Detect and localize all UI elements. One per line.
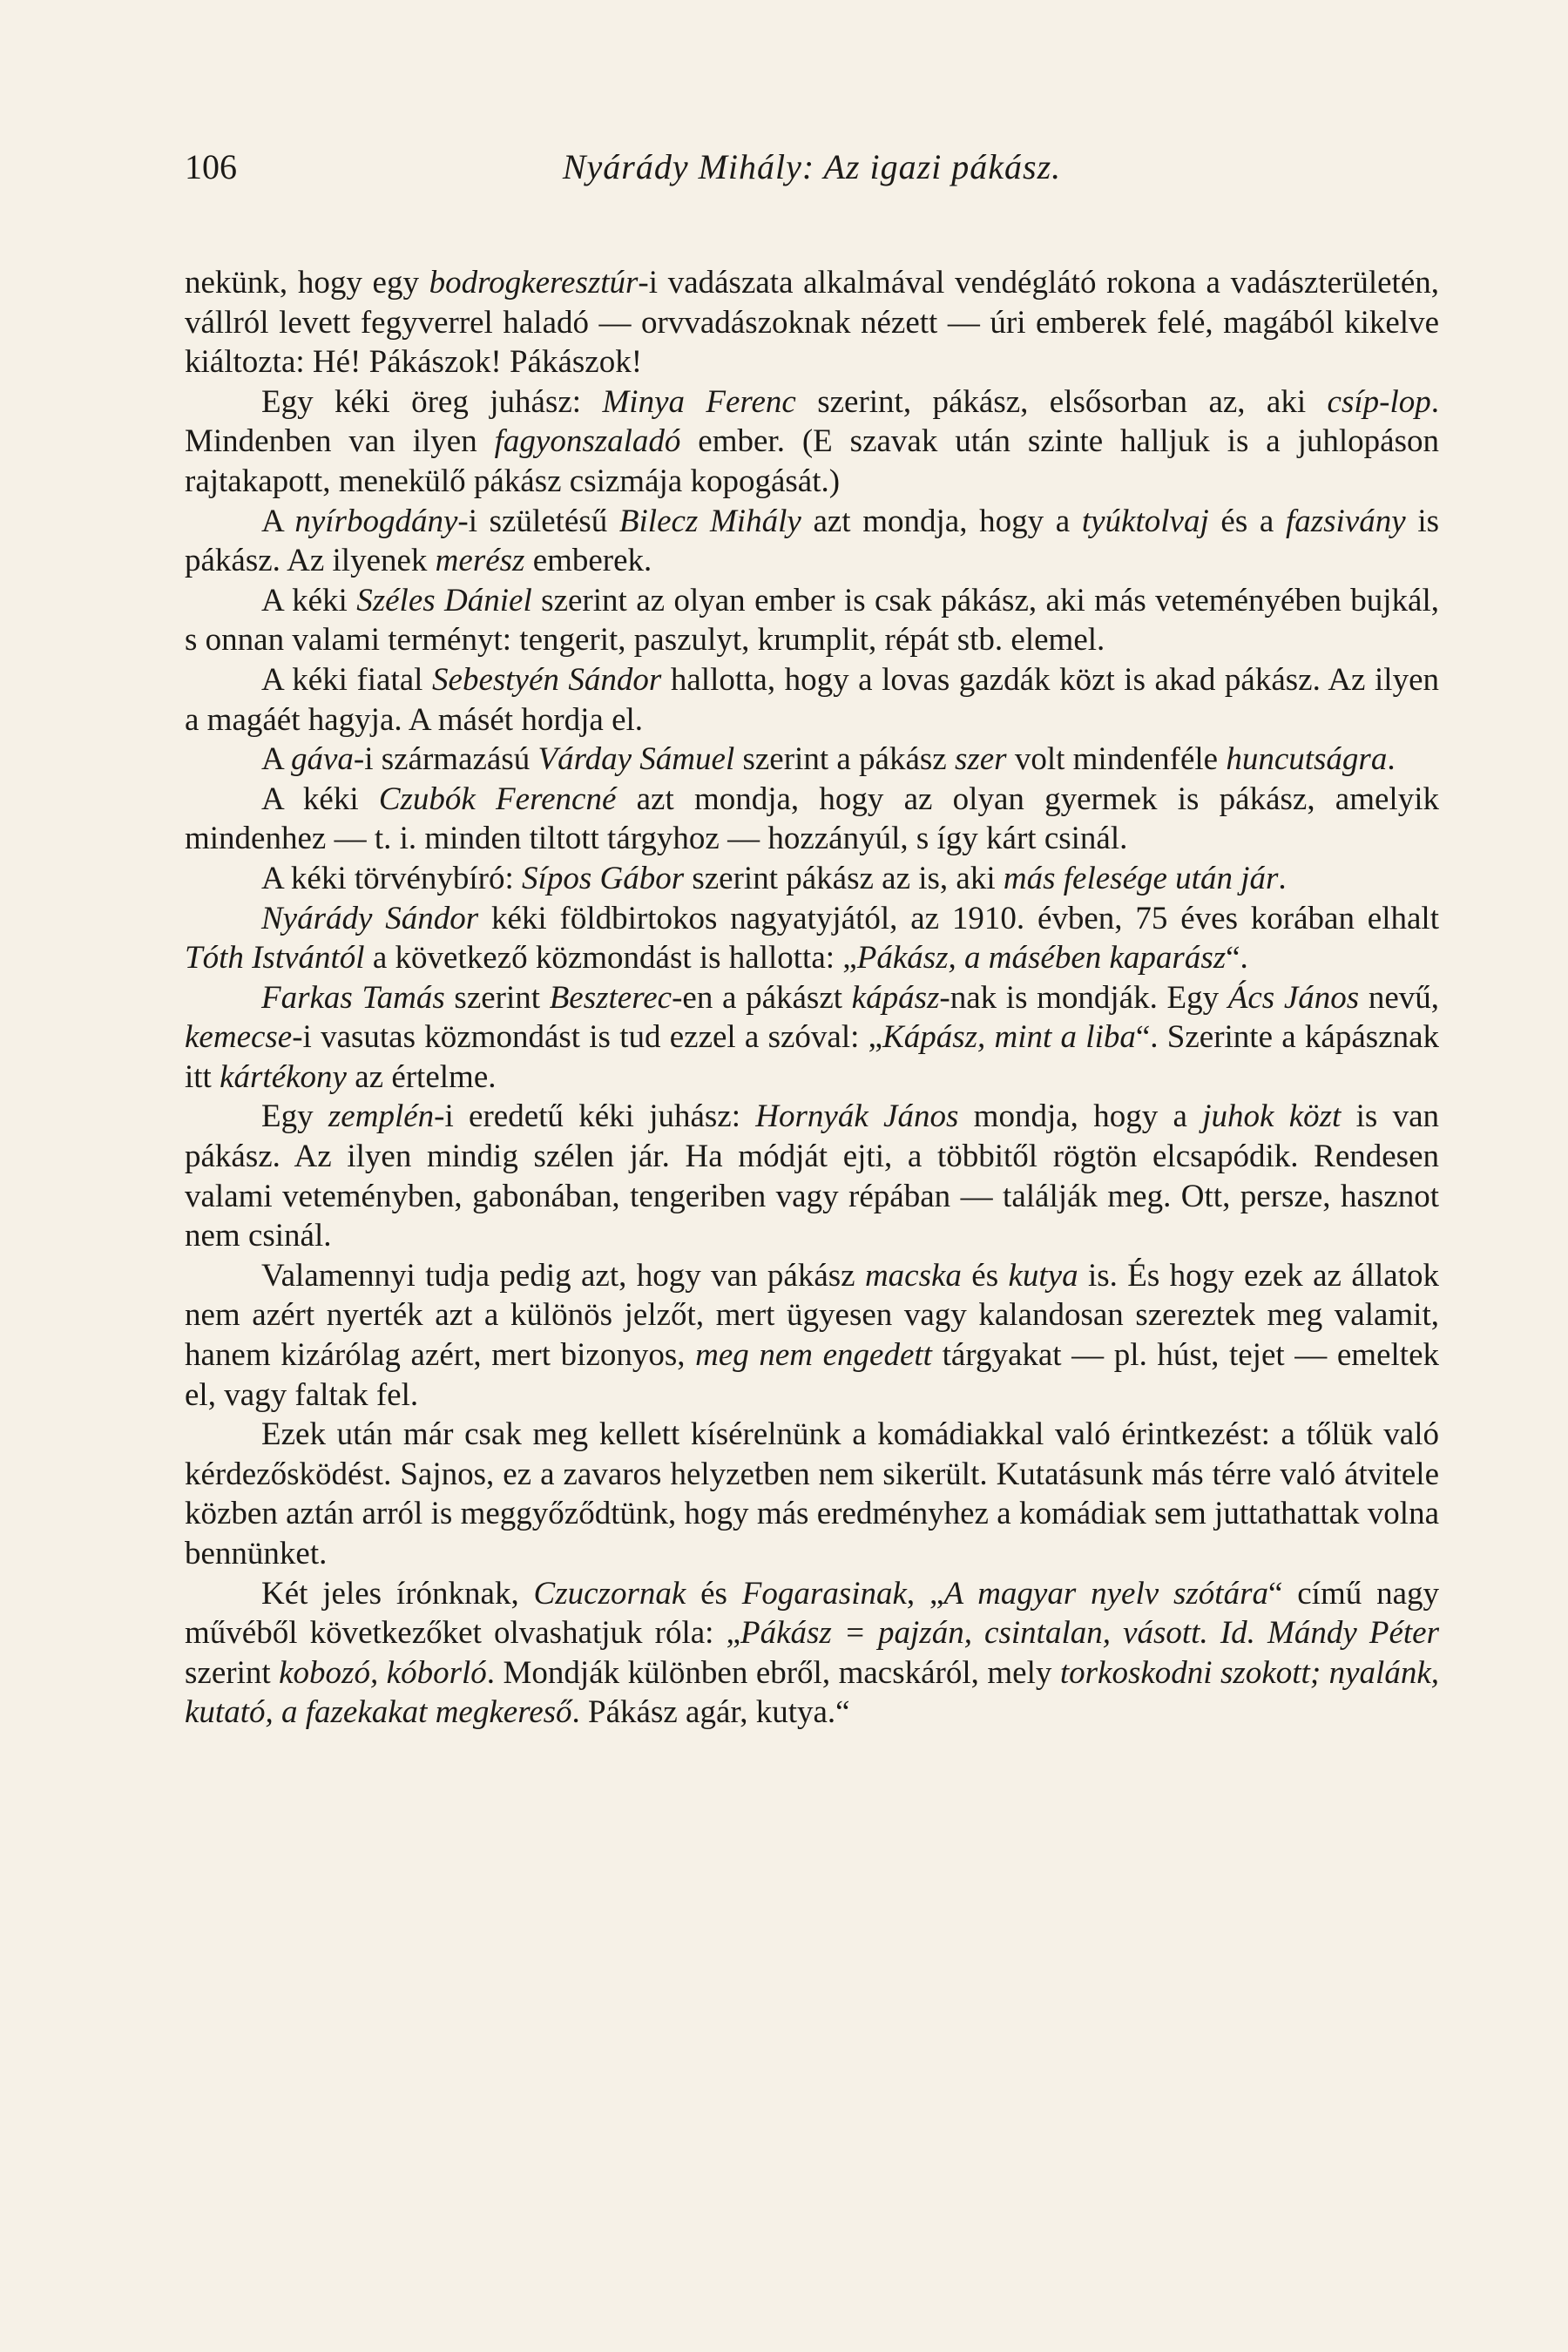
italic-text: Pákász = pajzán, csintalan, vásott. Id. Mándy Péter <box>740 1615 1439 1652</box>
italic-text: Sebestyén Sándor <box>432 661 662 698</box>
text-run: . <box>1387 741 1396 778</box>
text-run: az értelme. <box>346 1058 497 1095</box>
text-run: és <box>961 1257 1009 1294</box>
italic-text: Várday Sámuel <box>537 741 735 778</box>
text-run: azt mondja, hogy a <box>801 503 1082 539</box>
text-run: szerint a pákász <box>734 741 955 778</box>
paragraph <box>185 978 1439 1098</box>
text-run: Egy kéki öreg juhász: <box>261 383 603 420</box>
paragraph <box>185 382 1439 502</box>
text-run: mondja, hogy a <box>958 1098 1203 1135</box>
text-run: -nak is mondják. Egy <box>939 979 1228 1016</box>
page-number: 106 <box>185 147 237 186</box>
italic-text: Tóth Istvántól <box>185 940 365 977</box>
page-header <box>185 146 1439 199</box>
paragraph <box>185 1097 1439 1255</box>
text-run: A <box>261 741 291 778</box>
text-run: Valamennyi tudja pedig azt, hogy van pákász <box>261 1257 865 1294</box>
text-run: és <box>686 1575 742 1612</box>
text-run: -i születésű <box>457 503 619 539</box>
italic-text: kobozó, kóborló <box>279 1654 487 1691</box>
text-run: emberek. <box>524 543 652 579</box>
italic-text: huncutságra <box>1226 741 1388 778</box>
italic-text: Sípos Gábor <box>522 860 685 896</box>
paragraph <box>185 1574 1439 1733</box>
text-run: -i származású <box>353 741 538 778</box>
italic-text: Ács János <box>1227 979 1360 1016</box>
text-run: is pákász. Az ilyenek <box>185 503 1440 579</box>
text-run: A kéki fiatal <box>261 661 433 698</box>
text-run: azt mondja, hogy az olyan gyermek is pákász, amelyik mindenhez — t. i. minden tiltott tárgyhoz — hozzányúl, s így kárt csinál. <box>185 781 1439 857</box>
paragraph <box>185 502 1439 581</box>
paragraph <box>185 740 1439 780</box>
paragraph <box>185 899 1439 978</box>
italic-text: torkoskodni szokott; nyalánk, kutató, a fazekakat megkereső <box>185 1654 1439 1731</box>
italic-text: szer <box>954 741 1007 778</box>
text-run: nevű, <box>1359 979 1439 1016</box>
paragraph <box>185 780 1439 859</box>
text-run: Egy <box>261 1098 328 1135</box>
italic-text: macska <box>864 1257 962 1294</box>
text-run: A <box>261 503 295 539</box>
italic-text: Bilecz Mihály <box>618 503 801 539</box>
text-run: is van pákász. Az ilyen mindig szélen jár. Ha módját ejti, a többitől rögtön elcsapódik. Rendesen valami veteményben, gabonában, tengeriben vagy répában — találják meg. Ott, persze, hasznot nem csinál. <box>185 1098 1439 1254</box>
paragraph <box>185 859 1439 899</box>
text-run: -en a pákászt <box>672 979 852 1016</box>
italic-text: Kápász, mint a liba <box>882 1019 1136 1056</box>
text-run: szerint az olyan ember is csak pákász, aki más veteményében bujkál, s onnan valami terményt: tengerit, paszulyt, krumplit, répát stb. elemel. <box>185 582 1439 659</box>
italic-text: bodrogkeresztúr <box>429 265 639 301</box>
text-run: tárgyakat — pl. húst, tejet — emeltek el, vagy faltak fel. <box>185 1337 1439 1413</box>
italic-text: kápász <box>851 979 940 1016</box>
italic-text: Farkas Tamás <box>261 979 445 1016</box>
text-run: -i vadászata alkalmával vendéglátó rokona a vadászterületén, vállról levett fegyverrel haladó — orvvadászoknak nézett — úri emberek felé, magából kikelve kiáltozta: Hé! Pákászok! Pákászok! <box>185 265 1439 381</box>
paragraph <box>185 581 1439 660</box>
text-run: és a <box>1208 503 1286 539</box>
text-run: kéki földbirtokos nagyatyjától, az 1910. évben, 75 éves korában elhalt <box>478 900 1439 936</box>
text-run: -i vasutas közmondást is tud ezzel a szóval: „ <box>292 1019 883 1056</box>
text-run: , „ <box>906 1575 944 1612</box>
text-run: “. <box>1226 940 1248 977</box>
paragraph <box>185 1415 1439 1573</box>
italic-text: kutya <box>1008 1257 1078 1294</box>
text-run: Két jeles írónknak, <box>261 1575 534 1612</box>
text-run: szerint, pákász, elsősorban az, aki <box>795 383 1328 420</box>
body-text <box>185 263 1439 1733</box>
italic-text: meg nem engedett <box>695 1337 932 1374</box>
italic-text: juhok közt <box>1202 1098 1342 1135</box>
text-run: is. És hogy ezek az állatok nem azért nyerték azt a különös jelzőt, mert ügyesen vagy kalandosan szereztek meg valamit, hanem kizárólag azért, mert bizonyos, <box>185 1257 1440 1374</box>
italic-text: Beszterec <box>549 979 672 1016</box>
paragraph <box>185 1256 1439 1415</box>
italic-text: csíp-lop <box>1327 383 1431 420</box>
italic-text: Széles Dániel <box>356 582 532 618</box>
italic-text: A magyar nyelv szótára <box>943 1575 1268 1612</box>
text-run: . <box>1278 860 1287 896</box>
paragraph <box>185 660 1439 740</box>
text-run: A kéki törvénybíró: <box>261 860 523 896</box>
text-run: “. Szerinte a kápásznak itt <box>185 1019 1439 1095</box>
italic-text: Hornyák János <box>755 1098 959 1135</box>
italic-text: Czuczornak <box>533 1575 686 1612</box>
text-run: . Mondják különben ebről, macskáról, mely <box>486 1654 1060 1691</box>
text-run: szerint <box>185 1654 280 1691</box>
italic-text: Nyárády Sándor <box>261 900 479 936</box>
italic-text: Minya Ferenc <box>602 383 796 420</box>
text-run: volt mindenféle <box>1006 741 1227 778</box>
text-run: szerint pákász az is, aki <box>684 860 1004 896</box>
text-run: A kéki <box>261 781 379 817</box>
text-run: . Mindenben van ilyen <box>185 383 1439 460</box>
italic-text: kemecse <box>185 1019 293 1056</box>
italic-text: merész <box>435 543 525 579</box>
text-run: nekünk, hogy egy <box>185 265 429 301</box>
text-run: -i eredetű kéki juhász: <box>434 1098 756 1135</box>
italic-text: tyúktolvaj <box>1081 503 1209 539</box>
italic-text: Pákász, a másében kaparász <box>856 940 1227 977</box>
text-run: szerint <box>444 979 550 1016</box>
running-title: Nyárády Mihály: Az igazi pákász. <box>562 147 1062 186</box>
italic-text: Fogarasinak <box>741 1575 907 1612</box>
italic-text: Czubók Ferencné <box>378 781 617 817</box>
text-run: ember. (E szavak után szinte halljuk is a juhlopáson rajtakapott, menekülő pákász csizmája kopogását.) <box>185 423 1439 499</box>
italic-text: zemplén <box>328 1098 435 1135</box>
text-run: hallotta, hogy a lovas gazdák közt is akad pákász. Az ilyen a magáét hagyja. A másét hordja el. <box>185 661 1439 738</box>
italic-text: fazsivány <box>1285 503 1406 539</box>
text-run: A kéki <box>261 582 357 618</box>
italic-text: fagyonszaladó <box>494 423 681 460</box>
text-run: a következő közmondást is hallotta: „ <box>364 940 857 977</box>
paragraph <box>185 263 1439 382</box>
text-run: . Pákász agár, kutya.“ <box>571 1694 850 1731</box>
italic-text: kártékony <box>220 1058 347 1095</box>
italic-text: más felesége után jár <box>1003 860 1279 896</box>
italic-text: gáva <box>290 741 354 778</box>
text-run: Ezek után már csak meg kellett kísérelnünk a komádiakkal való érintkezést: a tőlük való kérdezősködést. Sajnos, ez a zavaros helyzetben nem sikerült. Kutatásunk más térre való átvitele közben aztán arról is meggyőződtünk, hogy más eredményhez a komádiak sem juttathattak volna bennünket. <box>185 1416 1439 1571</box>
text-run: “ című nagy művéből következőket olvashatjuk róla: „ <box>185 1575 1440 1652</box>
italic-text: nyírbogdány <box>294 503 458 539</box>
